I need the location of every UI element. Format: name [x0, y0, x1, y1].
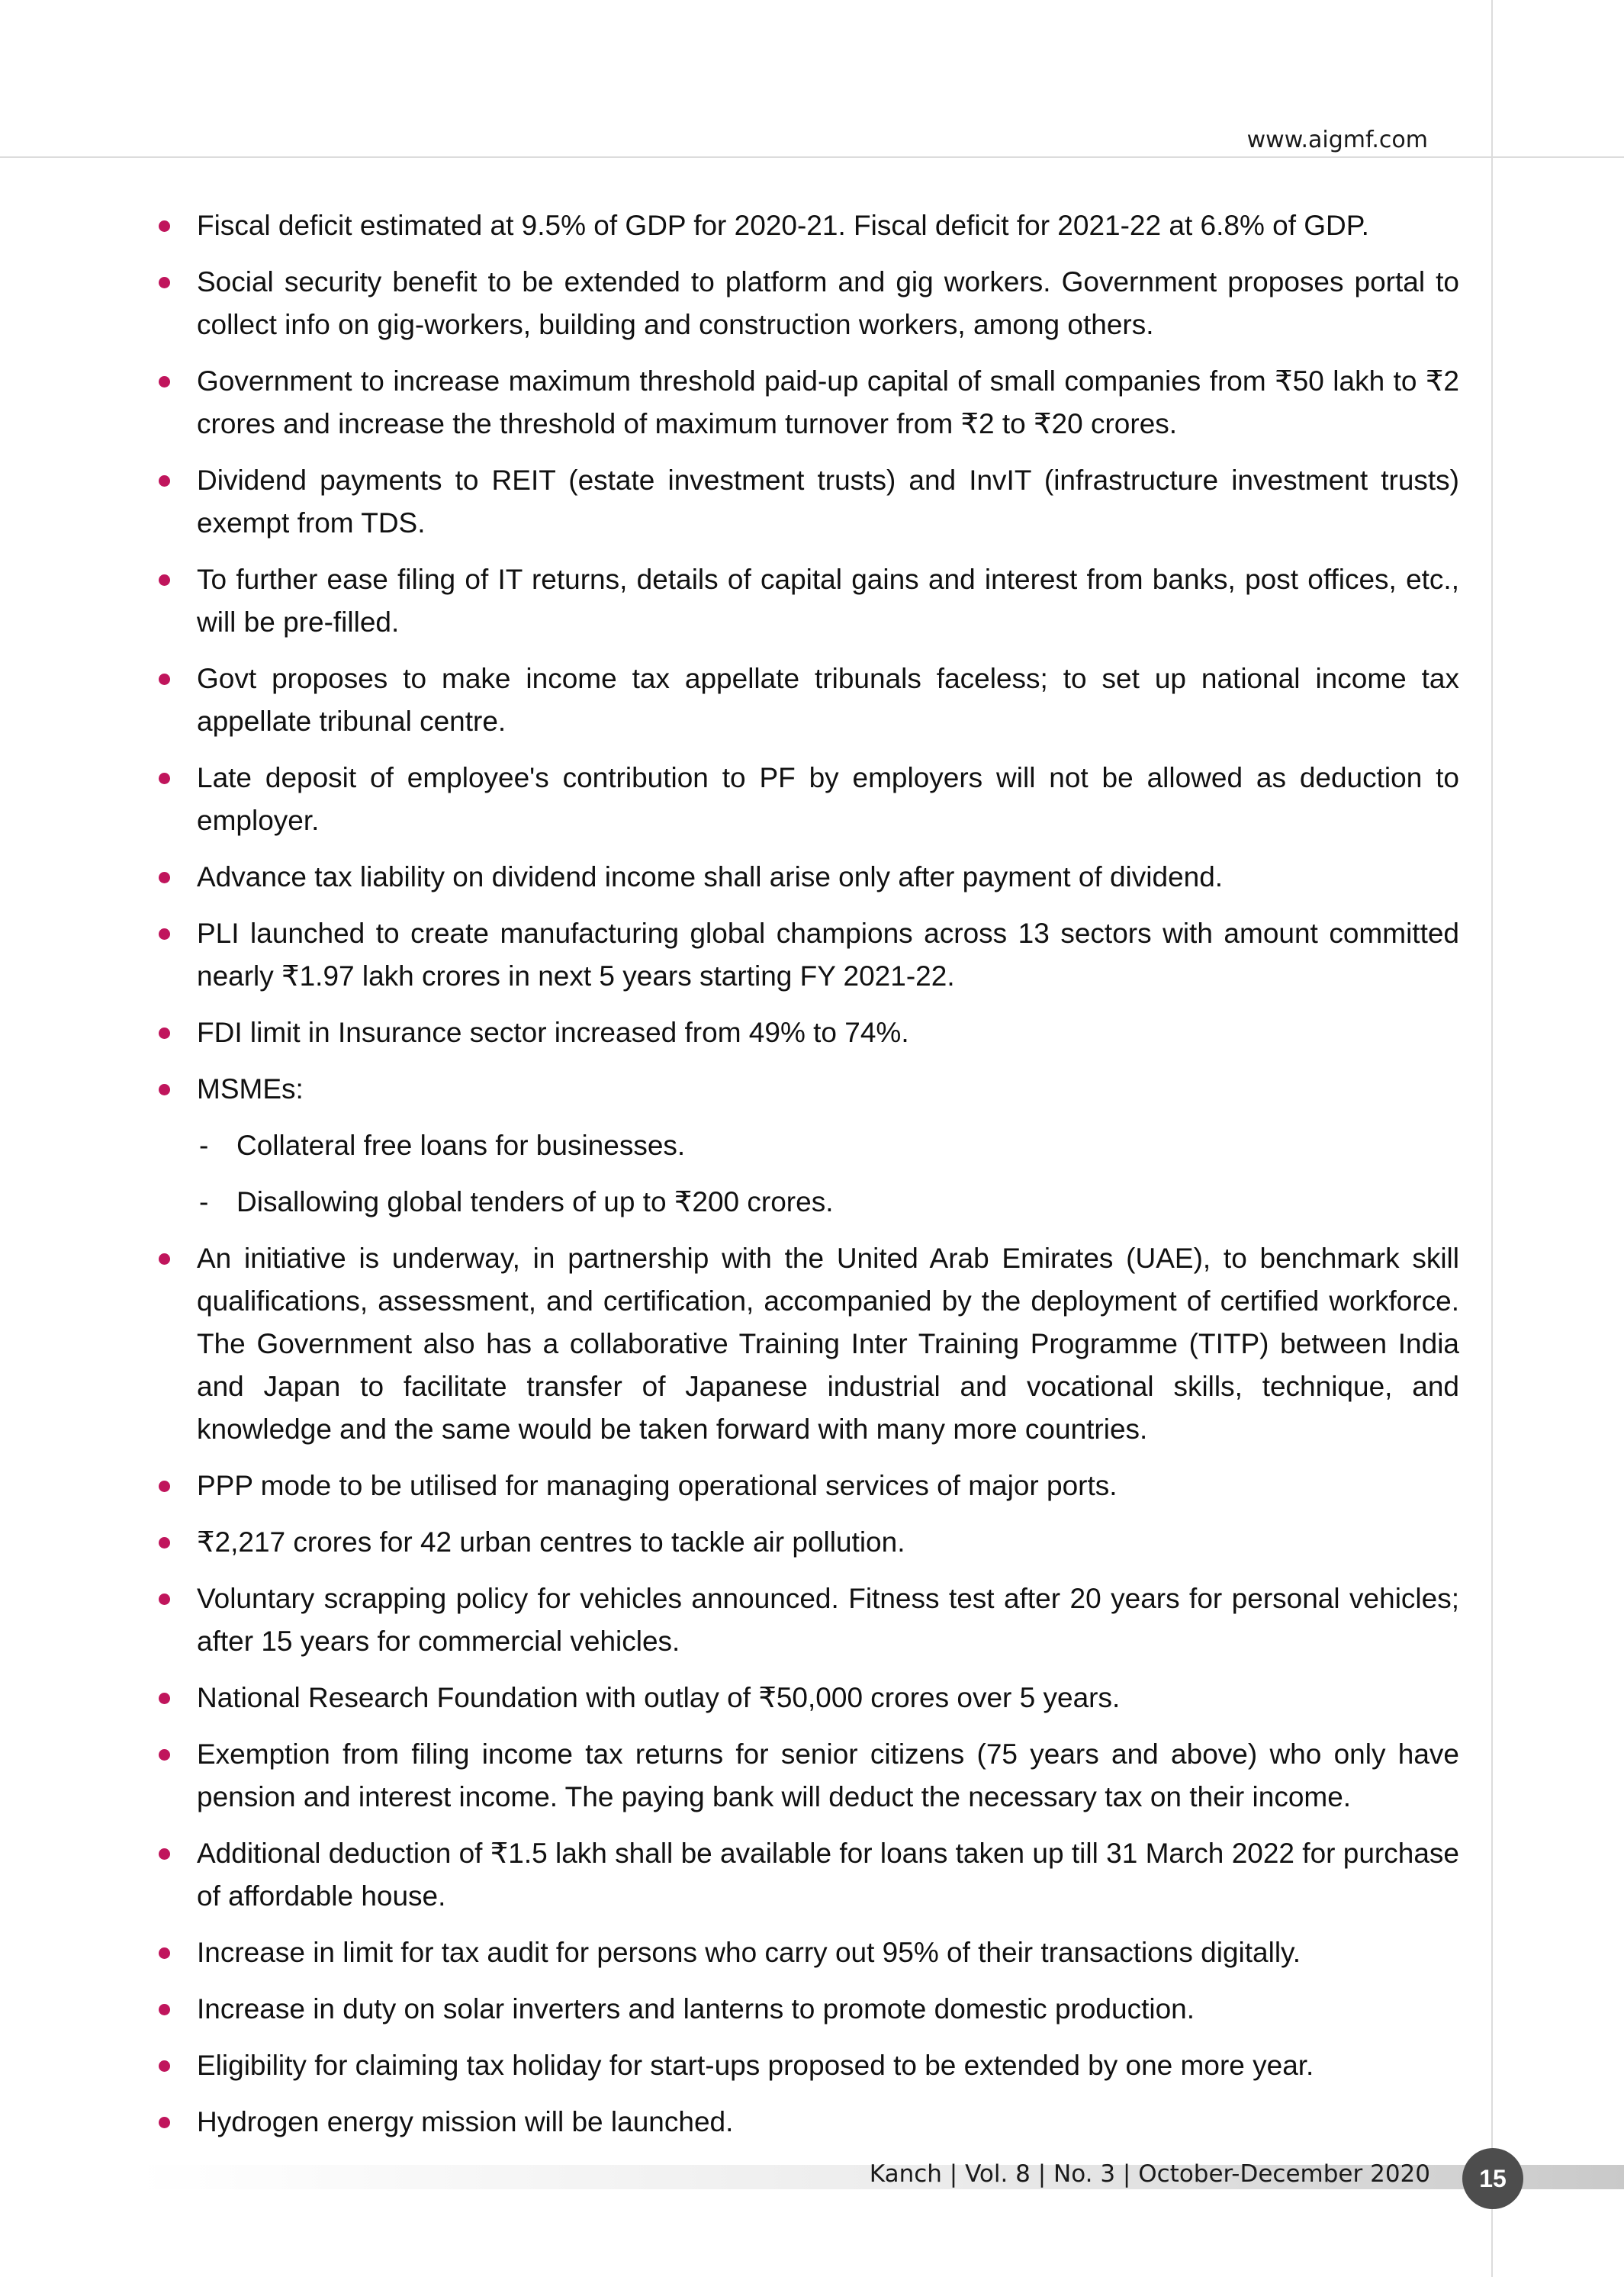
bullet-dot-icon — [159, 2117, 170, 2128]
sub-list-item — [159, 1181, 1459, 1224]
list-item — [159, 1068, 1459, 1111]
list-item — [159, 261, 1459, 346]
list-item-text: Collateral free loans for businesses. — [236, 1130, 686, 1161]
header-divider — [0, 156, 1624, 158]
footer-publication: Kanch | Vol. 8 | No. 3 | October-December 2020 — [869, 2160, 1430, 2188]
list-item — [159, 856, 1459, 899]
list-item-text: Social security benefit to be extended to platform and gig workers. Government proposes portal to collect info on gig-workers, building and construction workers, among others. — [197, 266, 1459, 340]
list-item — [159, 459, 1459, 545]
list-item — [159, 360, 1459, 445]
list-item-text: Eligibility for claiming tax holiday for start-ups proposed to be extended by one more year. — [197, 2050, 1314, 2081]
bullet-dot-icon — [159, 674, 170, 685]
bullet-dot-icon — [159, 1693, 170, 1704]
list-item-text: Exemption from filing income tax returns for senior citizens (75 years and above) who only have pension and interest income. The paying bank will deduct the necessary tax on their income. — [197, 1738, 1459, 1812]
list-item-text: MSMEs: — [197, 1073, 304, 1105]
list-item-text: Increase in limit for tax audit for persons who carry out 95% of their transactions digitally. — [197, 1937, 1301, 1968]
list-item-text: To further ease filing of IT returns, details of capital gains and interest from banks, post offices, etc., will be pre-filled. — [197, 564, 1459, 638]
list-item — [159, 912, 1459, 998]
bullet-dot-icon — [159, 1537, 170, 1549]
list-item — [159, 757, 1459, 842]
list-item-text: Government to increase maximum threshold paid-up capital of small companies from ₹50 lakh to ₹2 crores and increase the threshold of maximum turnover from ₹2 to ₹20 crores. — [197, 365, 1459, 439]
list-item-text: Voluntary scrapping policy for vehicles announced. Fitness test after 20 years for personal vehicles; after 15 years for commercial vehicles. — [197, 1583, 1459, 1657]
list-item — [159, 1733, 1459, 1819]
list-item — [159, 2101, 1459, 2144]
list-item — [159, 1988, 1459, 2031]
list-item-text: Additional deduction of ₹1.5 lakh shall be available for loans taken up till 31 March 2022 for purchase of affordable house. — [197, 1838, 1459, 1912]
list-item — [159, 2044, 1459, 2087]
bullet-dot-icon — [159, 928, 170, 940]
list-item-text: National Research Foundation with outlay of ₹50,000 crores over 5 years. — [197, 1682, 1121, 1713]
list-item-text: ₹2,217 crores for 42 urban centres to tackle air pollution. — [197, 1526, 905, 1558]
bullet-dot-icon — [159, 1594, 170, 1605]
list-item-text: Dividend payments to REIT (estate investment trusts) and InvIT (infrastructure investment trusts) exempt from TDS. — [197, 465, 1459, 539]
bullet-dot-icon — [159, 1947, 170, 1959]
bullet-dot-icon — [159, 1848, 170, 1860]
list-item-text: PPP mode to be utilised for managing operational services of major ports. — [197, 1470, 1118, 1501]
list-item-text: An initiative is underway, in partnership with the United Arab Emirates (UAE), to benchmark skill qualifications, assessment, and certification, accompanied by the deployment of certified workforce. The Government also has a collaborative Training Inter Training Programme (TITP) between India and Japan to facilitate transfer of Japanese industrial and vocational skills, technique, and knowledge and the same would be taken forward with many more countries. — [197, 1243, 1459, 1445]
bullet-dot-icon — [159, 277, 170, 288]
list-item-text: Advance tax liability on dividend income shall arise only after payment of dividend. — [197, 861, 1224, 892]
bullet-dot-icon — [159, 872, 170, 883]
list-item-text: Disallowing global tenders of up to ₹200 crores. — [236, 1186, 834, 1217]
bullet-dot-icon — [159, 2004, 170, 2015]
list-item-text: FDI limit in Insurance sector increased from 49% to 74%. — [197, 1017, 909, 1048]
bullet-dot-icon — [159, 1253, 170, 1265]
dash-marker: - — [199, 1130, 209, 1161]
bullet-dot-icon — [159, 2060, 170, 2072]
bullet-dot-icon — [159, 1084, 170, 1095]
bullet-list — [159, 204, 1459, 2157]
list-item-text: Late deposit of employee's contribution to PF by employers will not be allowed as deduction to employer. — [197, 762, 1459, 836]
list-item — [159, 1521, 1459, 1564]
bullet-dot-icon — [159, 1749, 170, 1761]
bullet-dot-icon — [159, 574, 170, 586]
list-item-text: Increase in duty on solar inverters and lanterns to promote domestic production. — [197, 1993, 1195, 2025]
sub-list-item — [159, 1124, 1459, 1167]
list-item — [159, 204, 1459, 247]
bullet-dot-icon — [159, 376, 170, 388]
bullet-dot-icon — [159, 1481, 170, 1492]
bullet-dot-icon — [159, 1028, 170, 1039]
list-item — [159, 1011, 1459, 1054]
right-margin-rule — [1491, 0, 1493, 2277]
list-item — [159, 1931, 1459, 1974]
list-item-text: Fiscal deficit estimated at 9.5% of GDP for 2020-21. Fiscal deficit for 2021-22 at 6.8% of GDP. — [197, 210, 1369, 241]
dash-marker: - — [199, 1186, 209, 1217]
list-item — [159, 1832, 1459, 1918]
list-item — [159, 1465, 1459, 1507]
list-item-text: Govt proposes to make income tax appellate tribunals faceless; to set up national income tax appellate tribunal centre. — [197, 663, 1459, 737]
list-item — [159, 1237, 1459, 1451]
list-item-text: Hydrogen energy mission will be launched. — [197, 2106, 734, 2137]
list-item — [159, 1577, 1459, 1663]
bullet-dot-icon — [159, 220, 170, 232]
website-url: www.aigmf.com — [1246, 127, 1428, 153]
list-item — [159, 558, 1459, 644]
bullet-dot-icon — [159, 773, 170, 784]
list-item — [159, 658, 1459, 743]
page-number-badge: 15 — [1462, 2148, 1523, 2209]
bullet-dot-icon — [159, 475, 170, 487]
list-item — [159, 1677, 1459, 1719]
list-item-text: PLI launched to create manufacturing global champions across 13 sectors with amount committed nearly ₹1.97 lakh crores in next 5 years starting FY 2021-22. — [197, 918, 1459, 992]
